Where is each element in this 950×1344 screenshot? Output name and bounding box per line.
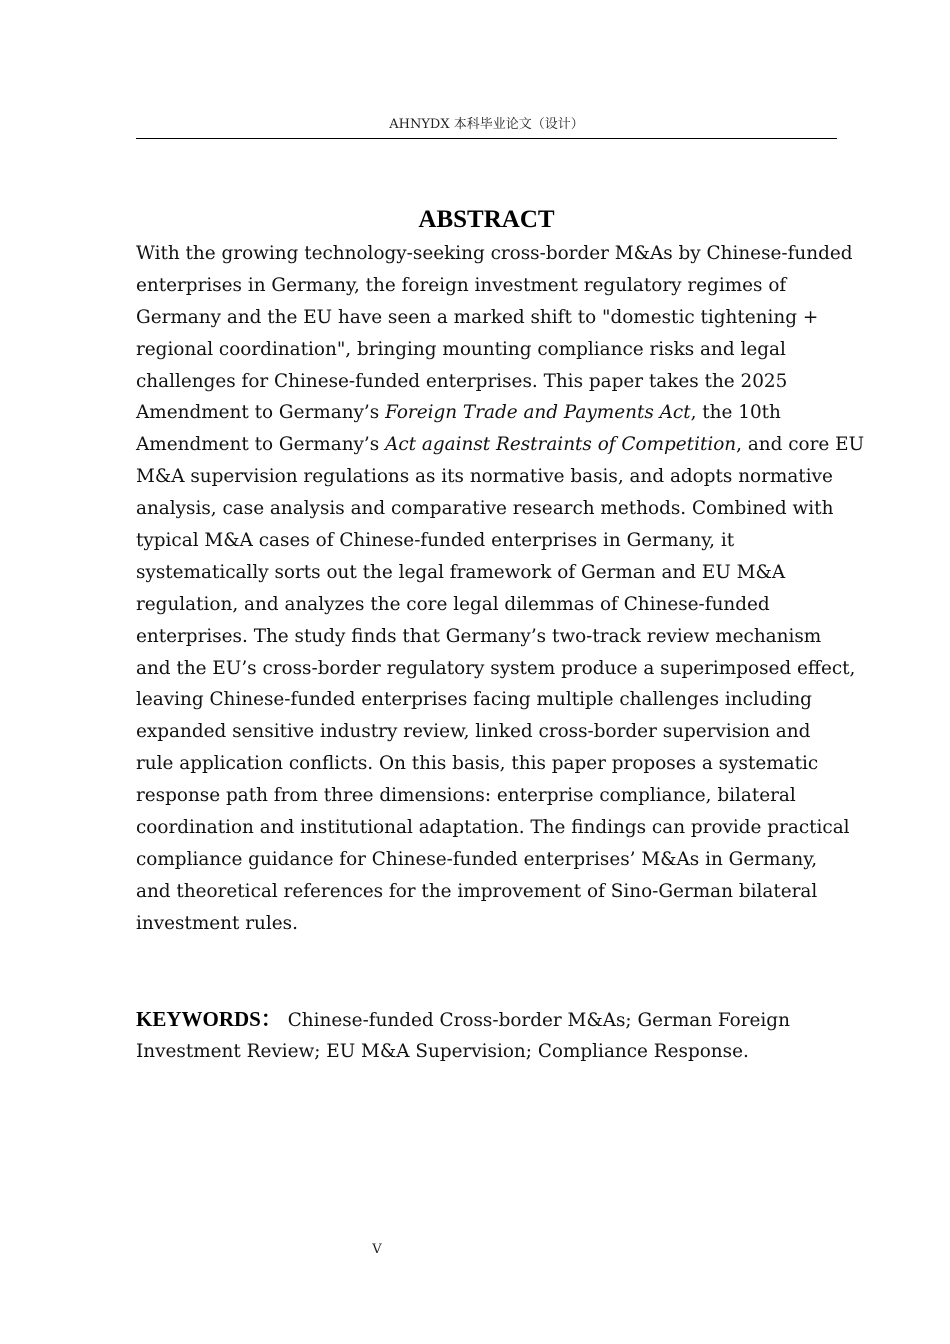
abstract-line: rule application conflicts. On this basis, this paper proposes a systematic bbox=[136, 753, 819, 775]
abstract-line: systematically sorts out the legal framework of German and EU M&A bbox=[136, 561, 786, 583]
abstract-line: enterprises in Germany, the foreign investment regulatory regimes of bbox=[136, 274, 787, 296]
abstract-line: M&A supervision regulations as its normative basis, and adopts normative bbox=[136, 466, 833, 488]
page-number: V bbox=[372, 1242, 382, 1257]
abstract-line: investment rules. bbox=[136, 912, 298, 934]
abstract-text: Amendment to Germany’s bbox=[136, 402, 386, 424]
abstract-line: response path from three dimensions: enterprise compliance, bilateral bbox=[136, 785, 796, 807]
abstract-line: expanded sensitive industry review, linked cross-border supervision and bbox=[136, 721, 811, 743]
abstract-line: compliance guidance for Chinese-funded enterprises’ M&As in Germany, bbox=[136, 848, 818, 870]
abstract-line: leaving Chinese-funded enterprises facing multiple challenges including bbox=[136, 689, 812, 711]
abstract-line: regional coordination", bringing mounting compliance risks and legal bbox=[136, 338, 786, 360]
abstract-title: ABSTRACT bbox=[418, 206, 555, 233]
abstract-line bbox=[136, 397, 840, 429]
abstract-line: analysis, case analysis and comparative research methods. Combined with bbox=[136, 498, 834, 520]
keywords-text-1: Chinese-funded Cross-border M&As; German Foreign bbox=[287, 1010, 790, 1031]
abstract-text: Amendment to Germany’s bbox=[136, 434, 386, 456]
abstract-line: With the growing technology-seeking cross-border M&As by Chinese-funded bbox=[136, 243, 853, 264]
abstract-body bbox=[136, 238, 865, 940]
abstract-text: , the 10th bbox=[690, 402, 781, 424]
abstract-line: enterprises. The study finds that Germany’s two-track review mechanism bbox=[136, 625, 822, 647]
abstract-line: and theoretical references for the improvement of Sino-German bilateral bbox=[136, 880, 818, 902]
abstract-line: and the EU’s cross-border regulatory system produce a superimposed effect, bbox=[136, 657, 856, 679]
abstract-text: , and core EU bbox=[736, 434, 865, 456]
abstract-line: typical M&A cases of Chinese-funded enterprises in Germany, it bbox=[136, 530, 735, 552]
keywords-line-2: Investment Review; EU M&A Supervision; Compliance Response. bbox=[136, 1040, 749, 1062]
abstract-line bbox=[136, 429, 865, 461]
keywords-section bbox=[136, 1004, 840, 1068]
abstract-line: challenges for Chinese-funded enterprises. This paper takes the 2025 bbox=[136, 370, 788, 392]
statute-title: Act against Restraints of Competition bbox=[385, 434, 737, 456]
statute-title: Foreign Trade and Payments Act bbox=[385, 402, 691, 424]
abstract-line: coordination and institutional adaptation. The findings can provide practical bbox=[136, 817, 850, 839]
keywords-label: KEYWORDS： bbox=[136, 1007, 282, 1031]
abstract-line: Germany and the EU have seen a marked shift to "domestic tightening + bbox=[136, 306, 819, 328]
running-header: AHNYDX 本科毕业论文（设计） bbox=[136, 116, 837, 139]
abstract-line: regulation, and analyzes the core legal dilemmas of Chinese-funded bbox=[136, 593, 770, 615]
keywords-line-1 bbox=[136, 1004, 840, 1036]
